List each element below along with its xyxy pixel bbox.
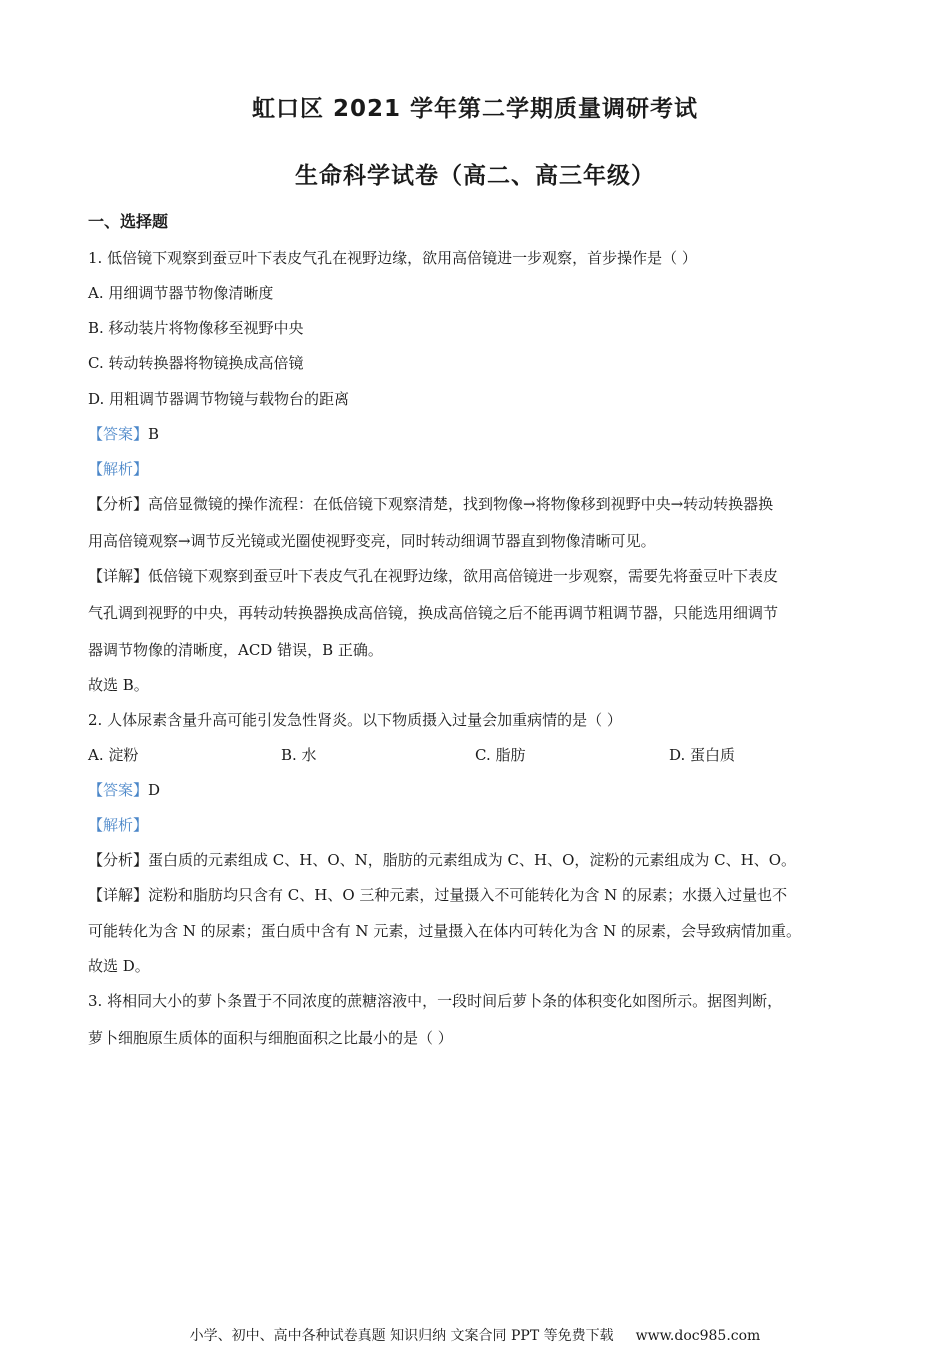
xiangjie-tag: 【详解】 <box>88 567 149 585</box>
question-2-option-a: A. 淀粉 <box>88 746 139 764</box>
question-2-xiangjie-line-2: 可能转化为含 N 的尿素；蛋白质中含有 N 元素，过量摄入在体内可转化为含 N 的尿素，会导致病情加重。 <box>88 922 801 940</box>
footer-text: 小学、初中、高中各种试卷真题 知识归纳 文案合同 PPT 等免费下载 <box>189 1328 614 1344</box>
question-1-option-b: B. 移动装片将物像移至视野中央 <box>88 319 304 337</box>
xiangjie-text: 低倍镜下观察到蚕豆叶下表皮气孔在视野边缘，欲用高倍镜进一步观察，需要先将蚕豆叶下表皮 <box>148 567 779 585</box>
question-1-option-c: C. 转动转换器将物镜换成高倍镜 <box>88 354 304 372</box>
question-1-conclusion: 故选 B。 <box>88 676 149 694</box>
exam-subtitle: 生命科学试卷（高二、高三年级） <box>295 163 655 189</box>
question-1-option-a: A. 用细调节器节物像清晰度 <box>88 284 274 302</box>
question-1-xiangjie-line-3: 器调节物像的清晰度，ACD 错误，B 正确。 <box>88 641 383 659</box>
question-1-xiangjie-line-1 <box>88 566 868 586</box>
answer-tag: 【答案】 <box>88 425 149 443</box>
question-2-xiangjie-line-1 <box>88 885 868 905</box>
question-1-xiangjie-line-2: 气孔调到视野的中央，再转动转换器换成高倍镜，换成高倍镜之后不能再调节粗调节器，只能选用细调节 <box>88 604 779 622</box>
answer-value: D <box>148 781 161 799</box>
question-1-option-d: D. 用粗调节器调节物镜与载物台的距离 <box>88 390 350 408</box>
section-heading: 一、选择题 <box>88 212 169 231</box>
question-1-analysis-tag: 【解析】 <box>88 460 149 478</box>
question-2-fenxi <box>88 850 868 870</box>
question-2-answer <box>88 780 868 800</box>
fenxi-text: 蛋白质的元素组成 C、H、O、N，脂肪的元素组成为 C、H、O，淀粉的元素组成为 C、H、O。 <box>148 851 797 869</box>
answer-value: B <box>148 425 160 443</box>
question-1-fenxi-line-1 <box>88 494 868 514</box>
question-1-fenxi-line-2: 用高倍镜观察→调节反光镜或光圈使视野变亮，同时转动细调节器直到物像清晰可见。 <box>88 532 656 550</box>
question-1-stem: 1. 低倍镜下观察到蚕豆叶下表皮气孔在视野边缘，欲用高倍镜进一步观察，首步操作是（ ） <box>88 249 697 267</box>
xiangjie-text: 淀粉和脂肪均只含有 C、H、O 三种元素，过量摄入不可能转化为含 N 的尿素；水摄入过量也不 <box>148 886 788 904</box>
fenxi-text: 高倍显微镜的操作流程：在低倍镜下观察清楚，找到物像→将物像移到视野中央→转动转换器换 <box>148 495 774 513</box>
fenxi-tag: 【分析】 <box>88 495 149 513</box>
page-footer <box>0 1325 950 1345</box>
answer-tag: 【答案】 <box>88 781 149 799</box>
question-2-option-b: B. 水 <box>281 746 317 764</box>
question-2-analysis-tag: 【解析】 <box>88 816 149 834</box>
question-1-answer <box>88 424 868 444</box>
question-3-stem-line-1: 3. 将相同大小的萝卜条置于不同浓度的蔗糖溶液中，一段时间后萝卜条的体积变化如图所示。据图判断， <box>88 992 783 1010</box>
question-2-stem: 2. 人体尿素含量升高可能引发急性肾炎。以下物质摄入过量会加重病情的是（ ） <box>88 711 622 729</box>
question-2-option-d: D. 蛋白质 <box>669 746 736 764</box>
question-2-option-c: C. 脂肪 <box>475 746 526 764</box>
question-3-stem-line-2: 萝卜细胞原生质体的面积与细胞面积之比最小的是（ ） <box>88 1029 453 1047</box>
fenxi-tag: 【分析】 <box>88 851 149 869</box>
question-2-conclusion: 故选 D。 <box>88 957 150 975</box>
footer-url[interactable]: www.doc985.com <box>635 1328 761 1344</box>
exam-title: 虹口区 2021 学年第二学期质量调研考试 <box>251 96 699 122</box>
xiangjie-tag: 【详解】 <box>88 886 149 904</box>
